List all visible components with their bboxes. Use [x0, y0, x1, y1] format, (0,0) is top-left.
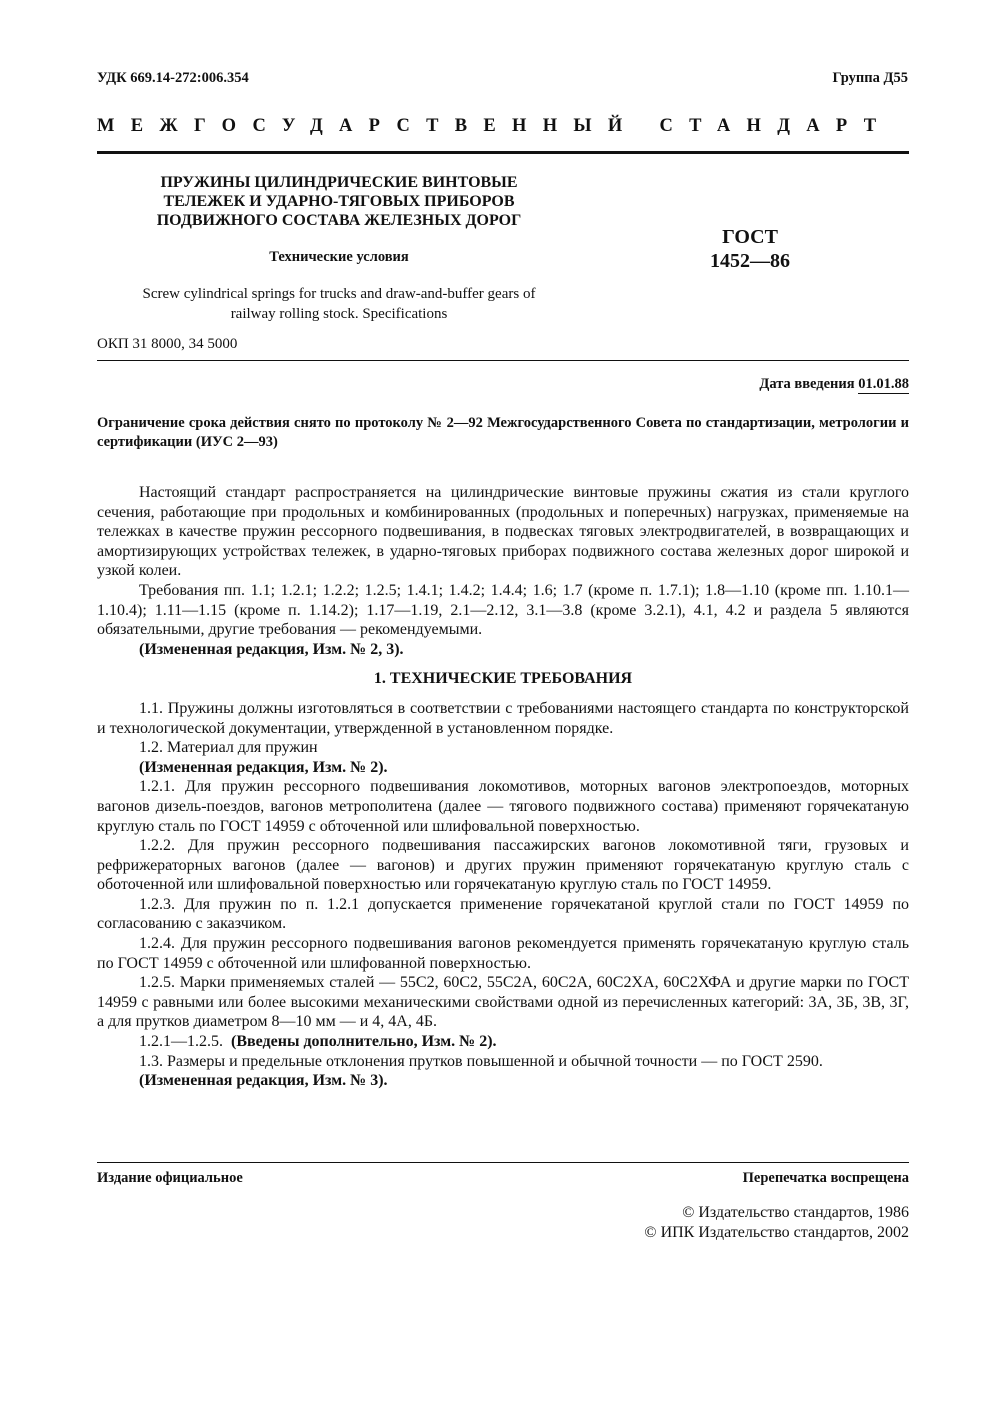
copyright-line-2: © ИПК Издательство стандартов, 2002 [644, 1224, 909, 1241]
body-text [97, 483, 909, 1091]
footer-divider [97, 1162, 909, 1163]
header-divider [97, 151, 909, 154]
clause-1-2-range-note [97, 1032, 909, 1052]
amendment-note: (Измененная редакция, Изм. № 3). [139, 1072, 388, 1090]
copyright-block [644, 1203, 909, 1243]
clause-1-2-1: 1.2.1. Для пружин рессорного подвешивания локомотивов, моторных вагонов электропоездов, моторных вагонов дизель-поездов, вагонов метрополитена (далее — тягового подвижного состава) применяют горячекатаную круглую сталь по ГОСТ 14959 с обточенной или шлифовальной поверхностью. [97, 778, 909, 835]
clause-1-2-2: 1.2.2. Для пружин рессорного подвешивания пассажирских вагонов локомотивной тяги, грузовых и рефрижераторных вагонов (далее — вагонов) и других пружин применяют горячекатаную круглую сталь с оботоченной или шлифовальной поверхностью или горячекатаную круглую сталь по ГОСТ 14959. [97, 837, 909, 894]
clause-range-number: 1.2.1—1.2.5. [139, 1033, 223, 1051]
clause-1-2-3: 1.2.3. Для пружин по п. 1.2.1 допускается применение горячекатаной круглой стали по ГОСТ 14959 по согласованию с заказчиком. [97, 895, 909, 933]
english-title-line-2: railway rolling stock. Specifications [230, 306, 448, 322]
english-title [97, 284, 581, 324]
clause-1-2-5: 1.2.5. Марки применяемых сталей — 55С2, 60С2, 55С2А, 60С2А, 60С2ХА, 60С2ХФА и другие марки по ГОСТ 14959 с равными или более высокими механическими свойствами одной из перечисленных категорий: 3А, 3Б, 3В, 3Г, а для прутков диаметром 8—10 мм — и 4, 4А, 4Б. [97, 974, 909, 1031]
intro-paragraph: Настоящий стандарт распространяется на цилиндрические винтовые пружины сжатия из стали круглого сечения, работающие при продольных и комбинированных (продольных и поперечных) нагрузках, применяемые на тележках в качестве пружин рессорного подвешивания, в подвесках тяговых электродвигателей, в возвращающих и амортизирующих устройствах тележек, в ударно-тяговых приборах подвижного состава железных дорог широкой и узкой колеи. [97, 484, 909, 580]
group-code: Группа Д55 [832, 70, 908, 86]
clause-1-2: 1.2. Материал для пружин [139, 739, 318, 757]
requirements-paragraph: Требования пп. 1.1; 1.2.1; 1.2.2; 1.2.5; 1.4.1; 1.4.2; 1.4.4; 1.6; 1.7 (кроме п. 1.7.1); 1.8—1.10 (кроме пп. 1.10.1—1.10.4); 1.11—1.15 (кроме п. 1.14.2); 1.17—1.19, 2.1—2.12, 3.1—3.8 (кроме 3.2.1), 4.1, 4.2 и раздела 5 являются обязательными, другие требования — рекомендуемыми. [97, 581, 909, 639]
okp-divider [97, 360, 909, 361]
title-line-2: ТЕЛЕЖЕК И УДАРНО-ТЯГОВЫХ ПРИБОРОВ [163, 193, 515, 210]
english-title-line-1: Screw cylindrical springs for trucks and draw-and-buffer gears of [142, 286, 536, 302]
clause-range-amendment: (Введены дополнительно, Изм. № 2). [231, 1033, 497, 1051]
gost-label: ГОСТ [722, 226, 778, 248]
gost-number: 1452—86 [710, 250, 790, 272]
udk-code: УДК 669.14-272:006.354 [97, 70, 249, 86]
subtitle: Технические условия [269, 249, 409, 265]
introduction-date [759, 376, 909, 393]
gost-designation [680, 225, 820, 273]
okp-code: ОКП 31 8000, 34 5000 [97, 336, 238, 352]
title-line-3: ПОДВИЖНОГО СОСТАВА ЖЕЛЕЗНЫХ ДОРОГ [156, 212, 522, 229]
amendment-note: (Измененная редакция, Изм. № 2, 3). [139, 640, 404, 658]
date-label: Дата введения [759, 376, 855, 392]
clause-1-2-4: 1.2.4. Для пружин рессорного подвешивания вагонов рекомендуется применять горячекатаную круглую сталь по ГОСТ 14959 с обточенной или шлифованной поверхностью. [97, 935, 909, 972]
section-heading: 1. ТЕХНИЧЕСКИЕ ТРЕБОВАНИЯ [373, 670, 633, 688]
interstate-standard-banner: МЕЖГОСУДАРСТВЕННЫЙ СТАНДАРТ [97, 116, 893, 136]
reprint-prohibited-label: Перепечатка воспрещена [742, 1170, 909, 1186]
copyright-line-1: © Издательство стандартов, 1986 [682, 1204, 909, 1221]
clause-1-1: 1.1. Пружины должны изготовляться в соответствии с требованиями настоящего стандарта по конструкторской и технологической документации, утвержденной в установленном порядке. [97, 699, 909, 737]
restriction-note: Ограничение срока действия снято по протоколу № 2—92 Межгосударственного Совета по стандартизации, метрологии и сертификации (ИУС 2—93) [97, 415, 909, 450]
official-edition-label: Издание официальное [97, 1170, 243, 1186]
title-block [97, 173, 581, 324]
amendment-note: (Измененная редакция, Изм. № 2). [139, 758, 388, 776]
clause-1-3: 1.3. Размеры и предельные отклонения прутков повышенной и обычной точности — по ГОСТ 2590. [139, 1052, 823, 1070]
title-line-1: ПРУЖИНЫ ЦИЛИНДРИЧЕСКИЕ ВИНТОВЫЕ [160, 174, 518, 191]
date-value: 01.01.88 [858, 376, 909, 392]
